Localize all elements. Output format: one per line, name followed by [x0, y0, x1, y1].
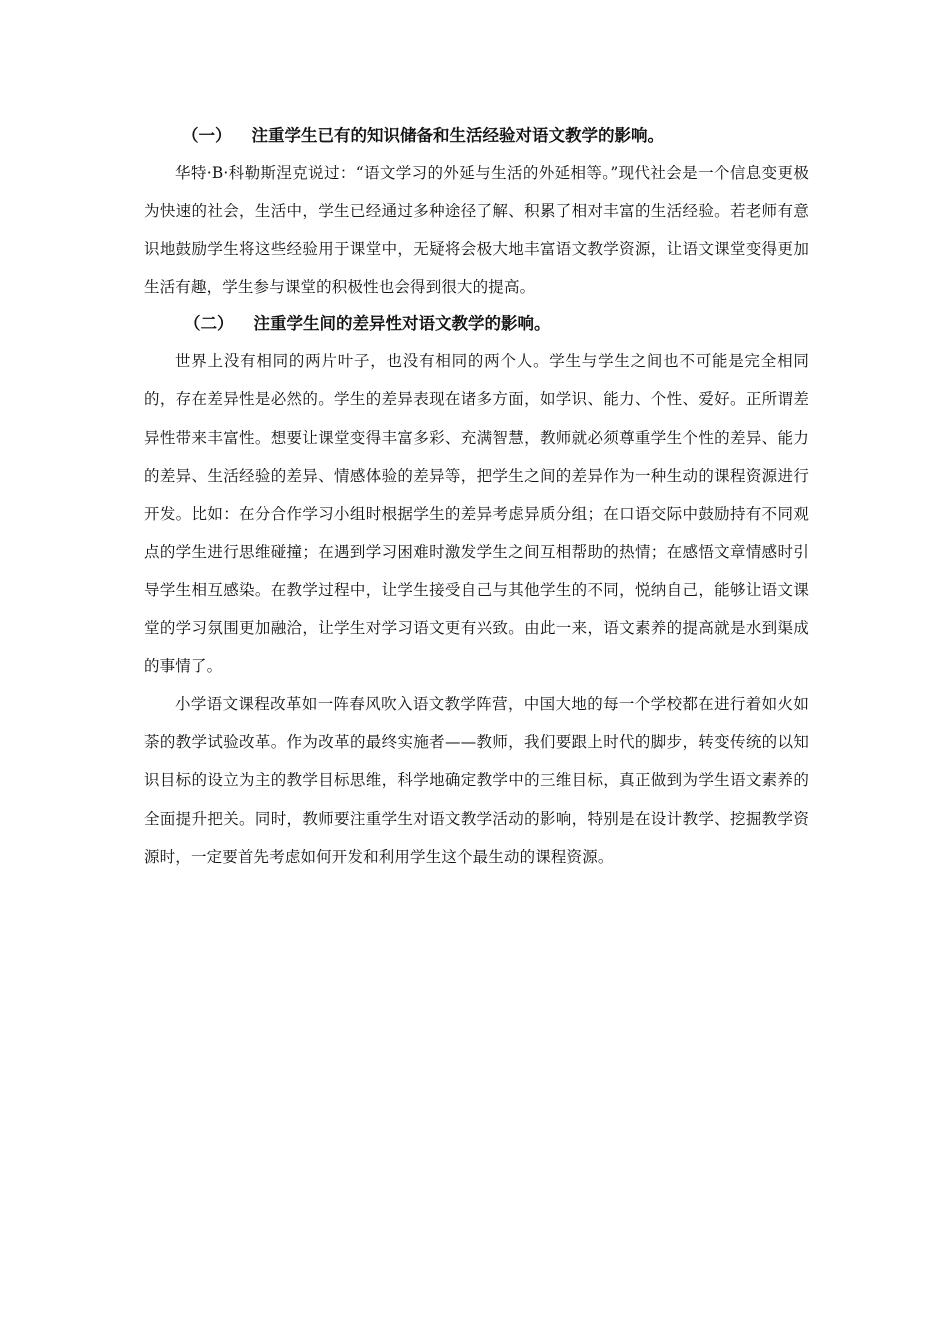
conclusion-paragraph: 小学语文课程改革如一阵春风吹入语文教学阵营，中国大地的每一个学校都在进行着如火如荼的教学试验改革。作为改革的最终实施者——教师，我们要跟上时代的脚步，转变传统的以知识目标的设立为主的教学目标思维，科学地确定教学中的三维目标，真正做到为学生语文素养的全面提升把关。同时，教师要注重学生对语文教学活动的影响，特别是在设计教学、挖掘教学资源时，一定要首先考虑如何开发和利用学生这个最生动的课程资源。 [144, 695, 809, 866]
section-paragraph-2: 世界上没有相同的两片叶子，也没有相同的两个人。学生与学生之间也不可能是完全相同的，存在差异性是必然的。学生的差异表现在诸多方面，如学识、能力、个性、爱好。正所谓差异性带来丰富性。想要让课堂变得丰富多彩、充满智慧，教师就必须尊重学生个性的差异、能力的差异、生活经验的差异、情感体验的差异等，把学生之间的差异作为一种生动的课程资源进行开发。比如：在分合作学习小组时根据学生的差异考虑异质分组；在口语交际中鼓励持有不同观点的学生进行思维碰撞；在遇到学习困难时激发学生之间互相帮助的热情；在感悟文章情感时引导学生相互感染。在教学过程中，让学生接受自己与其他学生的不同，悦纳自己，能够让语文课堂的学习氛围更加融洽，让学生对学习语文更有兴致。由此一来，语文素养的提高就是水到渠成的事情了。 [144, 352, 809, 676]
section-heading-2 [144, 306, 809, 342]
section-heading-1 [144, 118, 809, 154]
section-number-2: （二） [184, 314, 234, 334]
section-title-1: 注重学生已有的知识储备和生活经验对语文教学的影响。 [251, 126, 664, 145]
section-number-1: （一） [182, 126, 232, 145]
document-body [144, 118, 809, 876]
section-paragraph-1: 华特·B·科勒斯涅克说过：“语文学习的外延与生活的外延相等。”现代社会是一个信息变更极为快速的社会，生活中，学生已经通过多种途径了解、积累了相对丰富的生活经验。若老师有意识地鼓励学生将这些经验用于课堂中，无疑将会极大地丰富语文教学资源，让语文课堂变得更加生活有趣，学生参与课堂的积极性也会得到很大的提高。 [144, 164, 809, 297]
section-title-2: 注重学生间的差异性对语文教学的影响。 [253, 314, 551, 334]
